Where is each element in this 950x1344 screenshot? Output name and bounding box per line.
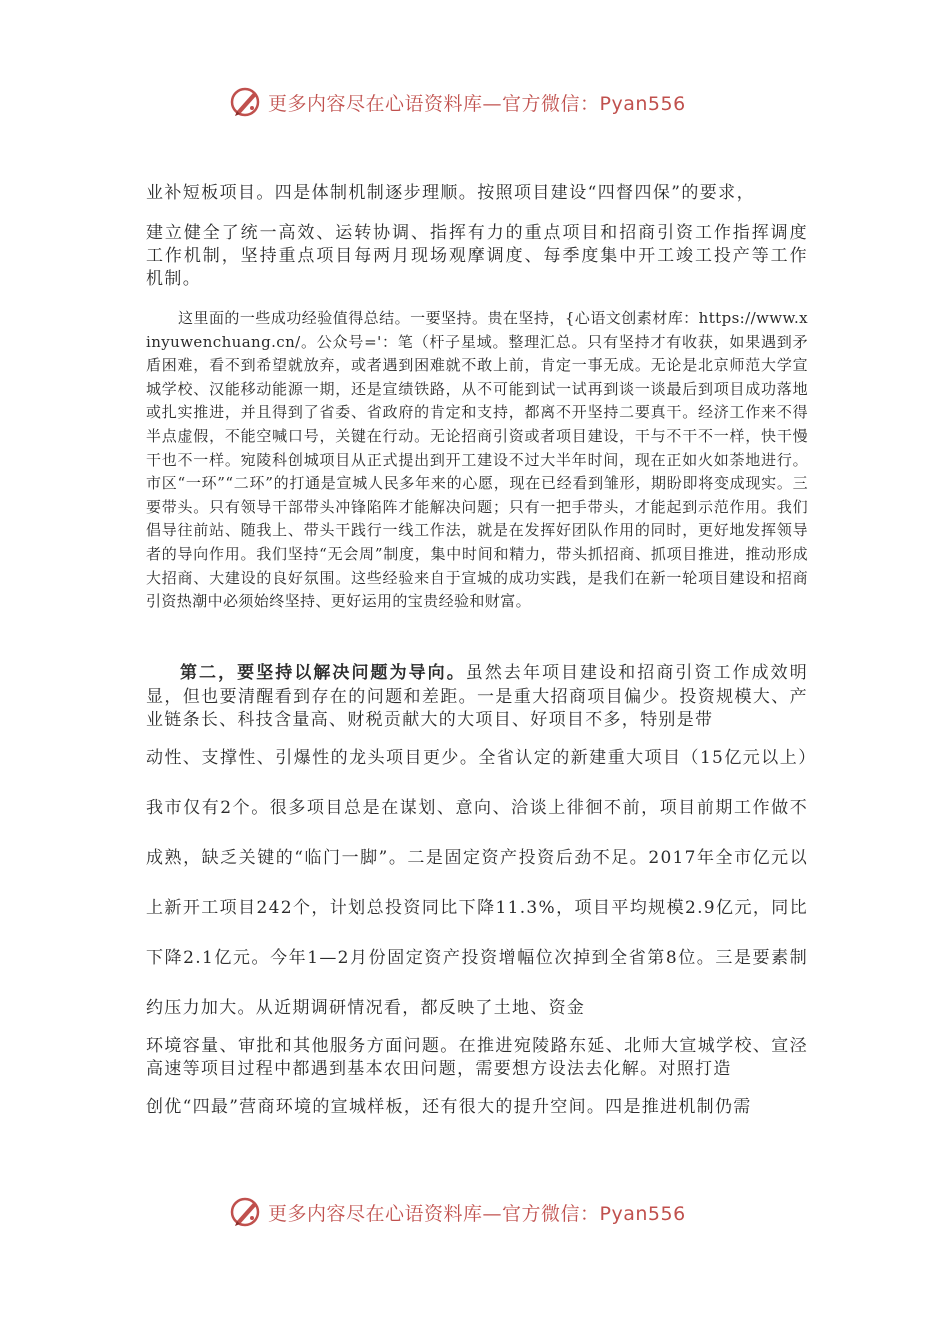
paragraph-3-seg-d: 创优“四最”营商环境的宣城样板，还有很大的提升空间。四是推进机制仍需 bbox=[146, 1096, 752, 1117]
paragraph-3-seg-b: 动性、支撑性、引爆性的龙头项目更少。全省认定的新建重大项目（15亿元以上）我市仅有2个。很多项目总是在谋划、意向、洽谈上徘徊不前，项目前期工作做不成熟，缺乏关键的“临门一脚”。二是固定资产投资后劲不足。2017年全市亿元以上新开工项目242个，计划总投资同比下降11.3%，项目平均规模2.9亿元，同比下降2.1亿元。今年1—2月份固定资产投资增幅位次掉到全省第8位。三是要素制约压力加大。从近期调研情况看，都反映了土地、资金 bbox=[146, 747, 808, 1018]
paragraph-1-first-line: 业补短板项目。四是体制机制逐步理顺。按照项目建设“四督四保”的要求， bbox=[146, 183, 755, 203]
paragraph-2: 这里面的一些成功经验值得总结。一要坚持。贵在坚持，{心语文创素材库：https://www.xinyuwenchuang.cn/。公众号='：笔（杆子星域。整理汇总。只有坚持才有收获，如果遇到矛盾困难，看不到希望就放弃，或者遇到困难就不敢上前，肯定一事无成。无论是北京师范大学宣城学校、汉能移动能源一期，还是宣绩铁路，从不可能到试一试再到谈一谈最后到项目成功落地或扎实推进，并且得到了省委、省政府的肯定和支持，都离不开坚持二要真干。经济工作来不得半点虚假，不能空喊口号，关键在行动。无论招商引资或者项目建设，干与不干不一样，快干慢干也不一样。宛陵科创城项目从正式提出到开工建设不过大半年时间，现在正如火如荼地进行。市区“一环”“二环”的打通是宣城人民多年来的心愿，现在已经看到雏形，期盼即将变成现实。三要带头。只有领导干部带头冲锋陷阵才能解决问题；只有一把手带头，才能起到示范作用。我们倡导往前站、随我上、带头干践行一线工作法，就是在发挥好团队作用的同时，更好地发挥领导者的导向作用。我们坚持“无会周”制度，集中时间和精力，带头抓招商、抓项目推进，推动形成大招商、大建设的良好氛围。这些经验来自于宣城的成功实践，是我们在新一轮项目建设和招商引资热潮中必须始终坚持、更好运用的宝贵经验和财富。 bbox=[146, 309, 808, 611]
paragraph-3 bbox=[146, 662, 808, 1132]
paragraph-1 bbox=[146, 180, 808, 291]
paragraph-3-seg-c: 环境容量、审批和其他服务方面问题。在推进宛陵路东延、北师大宣城学校、宣泾高速等项目过程中都遇到基本农田问题，需要想方设法去化解。对照打造 bbox=[146, 1035, 808, 1079]
pen-logo-icon bbox=[228, 85, 262, 119]
wechat-id: Pyan556 bbox=[599, 1202, 686, 1225]
paragraph-1-rest: 建立健全了统一高效、运转协调、指挥有力的重点项目和招商引资工作指挥调度工作机制，坚持重点项目每两月现场观摩调度、每季度集中开工竣工投产等工作机制。 bbox=[146, 223, 808, 289]
header-banner-text: 更多内容尽在心语资料库—官方微信：Pyan556 bbox=[268, 92, 686, 115]
pen-logo-icon bbox=[228, 1195, 262, 1229]
footer-banner-text: 更多内容尽在心语资料库—官方微信：Pyan556 bbox=[268, 1202, 686, 1225]
section-heading: 第二，要坚持以解决问题为导向。 bbox=[180, 663, 466, 683]
header-banner bbox=[228, 82, 748, 122]
footer-banner bbox=[228, 1192, 748, 1232]
paragraph-3-seg-a: 第二，要坚持以解决问题为导向。虽然去年项目建设和招商引资工作成效明显，但也要清醒看到存在的问题和差距。一是重大招商项目偏少。投资规模大、产业链条长、科技含量高、财税贡献大的大项目、好项目不多，特别是带 bbox=[146, 663, 808, 730]
wechat-id: Pyan556 bbox=[599, 92, 686, 115]
